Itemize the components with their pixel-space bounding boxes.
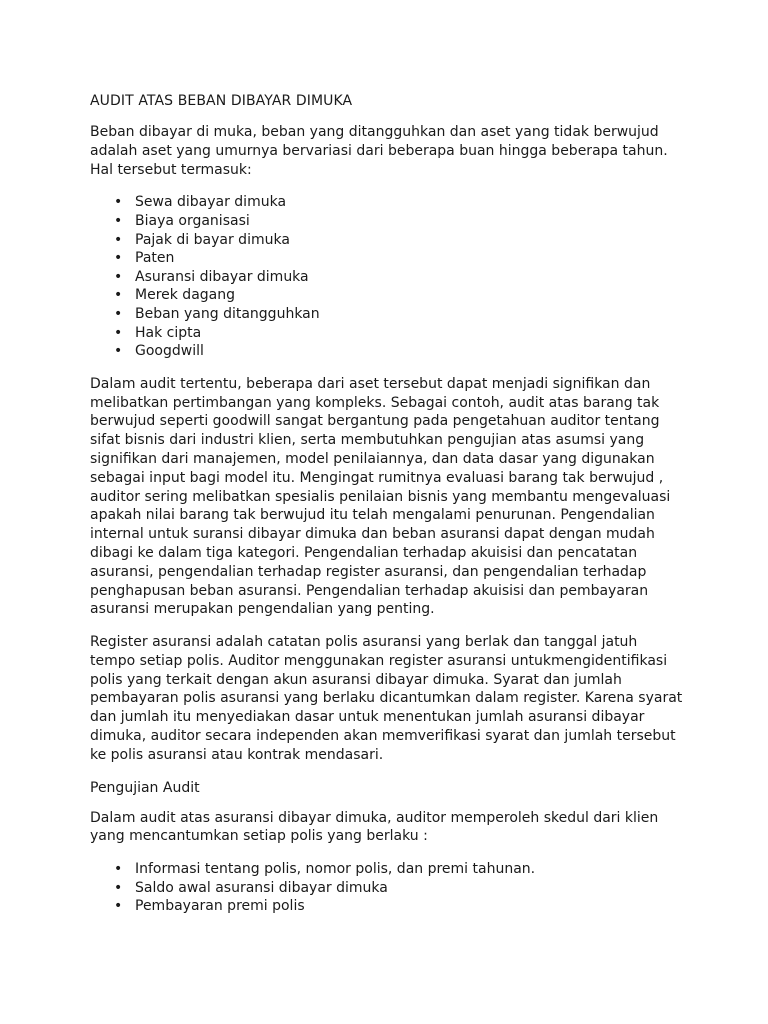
list-item-text: Merek dagang (135, 287, 236, 304)
list-item-text: Hak cipta (135, 324, 202, 341)
bullet-icon: • (114, 212, 123, 229)
bullet-icon: • (114, 287, 123, 304)
text-line: asuransi, pengendalian terhadap register asuransi, dan pengendalian terhadap (90, 563, 647, 580)
bullet-icon: • (114, 898, 123, 915)
list-item (90, 305, 690, 324)
text-line: Hal tersebut termasuk: (90, 161, 252, 178)
list-item (90, 286, 690, 305)
bullet-icon: • (114, 231, 123, 248)
list-item (90, 324, 690, 343)
text-line: penghapusan beban asuransi. Pengendalian terhadap akuisisi dan pembayaran (90, 582, 649, 599)
list-item-text: Biaya organisasi (135, 212, 250, 229)
list-item (90, 231, 690, 250)
list-item (90, 268, 690, 287)
intro-paragraph (90, 123, 690, 179)
schedule-items-list (90, 860, 690, 916)
list-item (90, 193, 690, 212)
list-item-text: Paten (135, 250, 175, 267)
list-item (90, 897, 690, 916)
list-item-text: Saldo awal asuransi dibayar dimuka (135, 879, 388, 896)
list-item (90, 342, 690, 361)
bullet-icon: • (114, 268, 123, 285)
list-item (90, 212, 690, 231)
text-line: Dalam audit tertentu, beberapa dari aset tersebut dapat menjadi signifikan dan (90, 375, 651, 392)
text-line: signifikan dari manajemen, model penilaiannya, dan data dasar yang digunakan (90, 450, 655, 467)
bullet-icon: • (114, 305, 123, 322)
insurance-register-paragraph (90, 633, 690, 765)
bullet-icon: • (114, 879, 123, 896)
text-line: sifat bisnis dari industri klien, serta membutuhkan pengujian atas asumsi yang (90, 432, 645, 449)
text-line: dimuka, auditor secara independen akan memverifikasi syarat dan jumlah tersebut (90, 728, 676, 745)
text-line: Dalam audit atas asuransi dibayar dimuka, auditor memperoleh skedul dari klien (90, 809, 659, 826)
list-item-text: Pajak di bayar dimuka (135, 231, 290, 248)
text-line: dibagi ke dalam tiga kategori. Pengendalian terhadap akuisisi dan pencatatan (90, 544, 638, 561)
text-line: berwujud seperti goodwill sangat bergantung pada pengetahuan auditor tentang (90, 413, 660, 430)
list-item-text: Googdwill (135, 343, 204, 360)
list-item (90, 249, 690, 268)
audit-discussion-paragraph (90, 375, 690, 619)
list-item (90, 879, 690, 898)
text-line: asuransi merupakan pengendalian yang penting. (90, 601, 435, 618)
text-line: yang mencantumkan setiap polis yang berlaku : (90, 828, 428, 845)
text-line: Beban dibayar di muka, beban yang ditangguhkan dan aset yang tidak berwujud (90, 124, 659, 140)
text-line: internal untuk suransi dibayar dimuka dan beban asuransi dapat dengan mudah (90, 526, 655, 543)
document-page (90, 92, 690, 930)
audit-testing-paragraph (90, 809, 690, 847)
section-heading: Pengujian Audit (90, 779, 200, 796)
list-item-text: Asuransi dibayar dimuka (135, 268, 309, 285)
prepaid-items-list (90, 193, 690, 360)
text-line: melibatkan pertimbangan yang kompleks. Sebagai contoh, audit atas barang tak (90, 394, 660, 411)
list-item-text: Pembayaran premi polis (135, 898, 305, 915)
bullet-icon: • (114, 324, 123, 341)
text-line: pembayaran polis asuransi yang berlaku dicantumkan dalam register. Karena syarat (90, 690, 683, 707)
text-line: apakah nilai barang tak berwujud itu telah mengalami penurunan. Pengendalian (90, 507, 655, 524)
bullet-icon: • (114, 343, 123, 360)
list-item-text: Informasi tentang polis, nomor polis, dan premi tahunan. (135, 861, 536, 878)
text-line: Register asuransi adalah catatan polis asuransi yang berlak dan tanggal jatuh (90, 634, 638, 651)
text-line: ke polis asuransi atau kontrak mendasari. (90, 746, 384, 763)
list-item (90, 860, 690, 879)
bullet-icon: • (114, 861, 123, 878)
list-item-text: Sewa dibayar dimuka (135, 194, 287, 211)
list-item-text: Beban yang ditangguhkan (135, 305, 320, 322)
bullet-icon: • (114, 250, 123, 267)
text-line: polis yang terkait dengan akun asuransi dibayar dimuka. Syarat dan jumlah (90, 671, 622, 688)
text-line: tempo setiap polis. Auditor menggunakan register asuransi untukmengidentifikasi (90, 652, 668, 669)
bullet-icon: • (114, 194, 123, 211)
text-line: auditor sering melibatkan spesialis penilaian bisnis yang membantu mengevaluasi (90, 488, 671, 505)
text-line: sebagai input bagi model itu. Mengingat rumitnya evaluasi barang tak berwujud , (90, 469, 664, 486)
text-line: dan jumlah itu menyediakan dasar untuk menentukan jumlah asuransi dibayar (90, 709, 645, 726)
text-line: adalah aset yang umurnya bervariasi dari beberapa buan hingga beberapa tahun. (90, 142, 668, 159)
document-title: AUDIT ATAS BEBAN DIBAYAR DIMUKA (90, 93, 353, 109)
